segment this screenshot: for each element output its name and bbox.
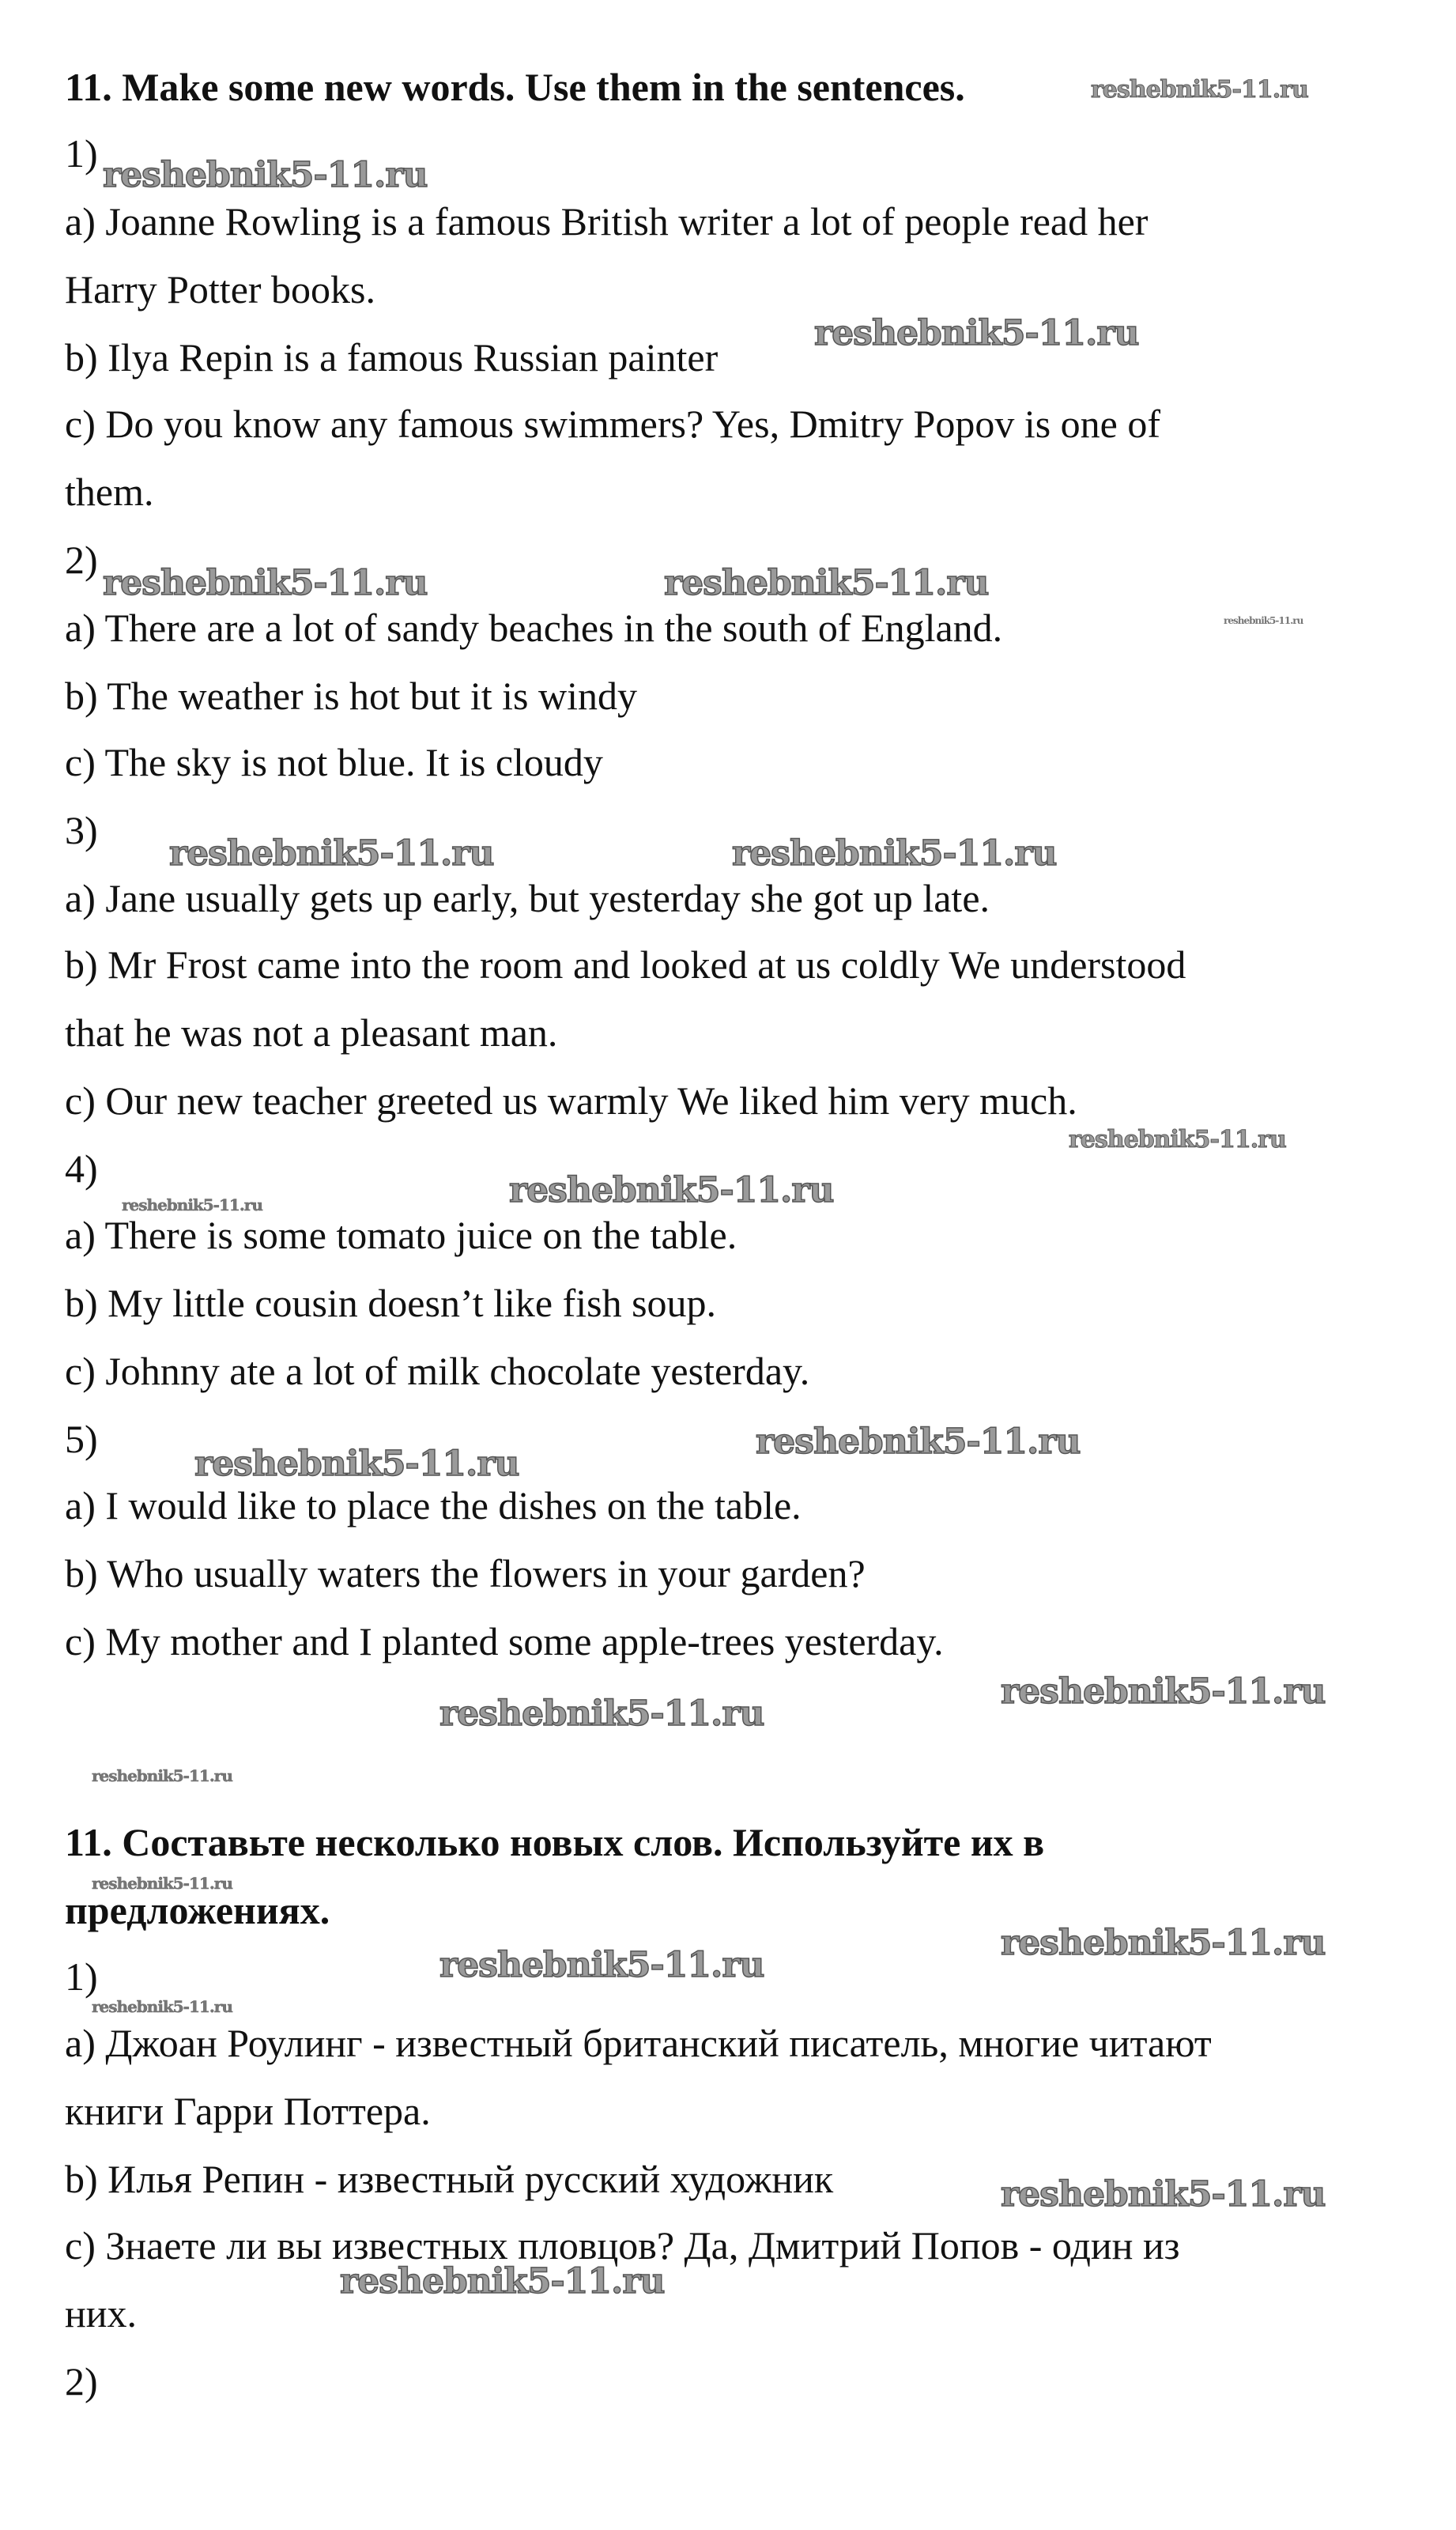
watermark: reshebnik5-11.ru (732, 833, 1057, 874)
exercise-title-ru: 11. Составьте несколько новых слов. Используйте их в (65, 1820, 1045, 1864)
answer-line: a) There are a lot of sandy beaches in the south of England. (65, 606, 1003, 650)
answer-line: a) There is some tomato juice on the table. (65, 1213, 737, 1257)
answer-line: b) The weather is hot but it is windy (65, 674, 637, 718)
watermark: reshebnik5-11.ru (1224, 615, 1303, 626)
answer-line: 2) (65, 538, 98, 582)
watermark: reshebnik5-11.ru (439, 1694, 764, 1734)
answer-line-ru: книги Гарри Поттера. (65, 2089, 431, 2133)
answer-line-ru: a) Джоан Роулинг - известный британский писатель, многие читают (65, 2021, 1212, 2065)
watermark: reshebnik5-11.ru (1001, 1671, 1326, 1712)
watermark: reshebnik5-11.ru (1069, 1126, 1286, 1154)
answer-line-ru: 1) (65, 1954, 98, 1999)
answer-line: a) Joanne Rowling is a famous British writer a lot of people read her (65, 199, 1149, 244)
watermark: reshebnik5-11.ru (194, 1444, 519, 1484)
answer-line: c) Our new teacher greeted us warmly We liked him very much. (65, 1078, 1077, 1123)
answer-line: c) Do you know any famous swimmers? Yes, Dmitry Popov is one of (65, 402, 1161, 446)
answer-line: 1) (65, 131, 98, 176)
answer-line: 5) (65, 1417, 98, 1461)
watermark: reshebnik5-11.ru (1091, 76, 1308, 104)
answer-line: 4) (65, 1146, 98, 1191)
watermark: reshebnik5-11.ru (756, 1422, 1081, 1462)
watermark: reshebnik5-11.ru (92, 1874, 232, 1893)
answer-line-ru: c) Знаете ли вы известных пловцов? Да, Дмитрий Попов - один из (65, 2223, 1180, 2268)
watermark: reshebnik5-11.ru (340, 2261, 665, 2302)
answer-line-ru: b) Илья Репин - известный русский художник (65, 2157, 834, 2201)
watermark: reshebnik5-11.ru (439, 1945, 764, 1985)
exercise-title-en: 11. Make some new words. Use them in the sentences. (65, 65, 965, 109)
answer-line: c) My mother and I planted some apple-trees yesterday. (65, 1619, 944, 1663)
answer-line: b) My little cousin doesn’t like fish soup. (65, 1281, 717, 1325)
watermark: reshebnik5-11.ru (509, 1170, 834, 1210)
watermark: reshebnik5-11.ru (169, 833, 494, 874)
watermark: reshebnik5-11.ru (122, 1195, 262, 1214)
watermark: reshebnik5-11.ru (103, 563, 428, 603)
answer-line: them. (65, 470, 154, 514)
watermark: reshebnik5-11.ru (664, 563, 989, 603)
watermark: reshebnik5-11.ru (92, 1766, 232, 1785)
answer-line: a) Jane usually gets up early, but yesterday she got up late. (65, 876, 990, 920)
answer-line-ru: них. (65, 2291, 138, 2336)
answer-line: c) The sky is not blue. It is cloudy (65, 740, 603, 784)
watermark: reshebnik5-11.ru (1001, 2174, 1326, 2215)
answer-line: Harry Potter books. (65, 267, 375, 312)
watermark: reshebnik5-11.ru (1001, 1923, 1326, 1963)
answer-line: a) I would like to place the dishes on the table. (65, 1483, 802, 1527)
answer-line: that he was not a pleasant man. (65, 1010, 558, 1055)
answer-line: 3) (65, 808, 98, 852)
answer-line: b) Ilya Repin is a famous Russian painter (65, 335, 719, 380)
answer-line-ru: 2) (65, 2359, 98, 2404)
watermark: reshebnik5-11.ru (814, 313, 1139, 353)
watermark: reshebnik5-11.ru (92, 1997, 232, 2016)
watermark: reshebnik5-11.ru (103, 155, 428, 195)
exercise-title-ru-cont: предложениях. (65, 1888, 330, 1932)
answer-line: b) Mr Frost came into the room and looked at us coldly We understood (65, 942, 1186, 987)
answer-line: b) Who usually waters the flowers in your garden? (65, 1551, 866, 1595)
answer-line: c) Johnny ate a lot of milk chocolate yesterday. (65, 1349, 810, 1393)
